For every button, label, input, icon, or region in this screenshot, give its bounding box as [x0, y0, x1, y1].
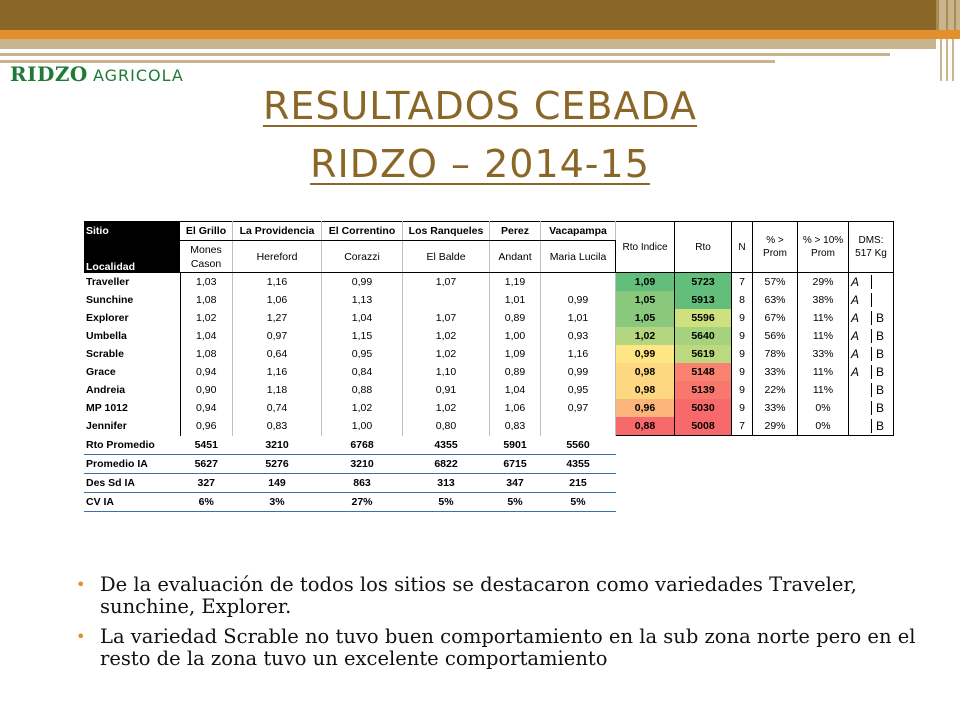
- dms-groups: [849, 309, 894, 327]
- group-b: B: [871, 419, 884, 433]
- orange-band: [0, 30, 960, 39]
- n-value: 9: [732, 327, 753, 345]
- header-localidad-value: Maria Lucila: [541, 241, 616, 273]
- index-value: 0,64: [233, 345, 322, 363]
- banner-stripe: [946, 0, 948, 30]
- pct-prom: 67%: [753, 309, 798, 327]
- summary-value: 313: [403, 473, 490, 492]
- rto-indice: 1,09: [616, 273, 675, 292]
- group-b: B: [871, 365, 884, 379]
- n-value: 9: [732, 345, 753, 363]
- slide-title-line1: [0, 84, 960, 128]
- group-b: B: [871, 311, 884, 325]
- index-value: 0,88: [322, 381, 403, 399]
- rto-value: 5619: [675, 345, 732, 363]
- summary-value: 4355: [541, 454, 616, 473]
- index-value: 1,02: [180, 309, 233, 327]
- index-value: 0,89: [490, 363, 541, 381]
- rto-value: 5148: [675, 363, 732, 381]
- n-value: 9: [732, 399, 753, 417]
- header-metric: % > Prom: [753, 222, 798, 273]
- summary-label: Des Sd IA: [84, 473, 180, 492]
- pct-10-prom: 11%: [798, 381, 849, 399]
- dms-groups: [849, 363, 894, 381]
- group-a: A: [851, 311, 860, 325]
- header-site: Perez: [490, 222, 541, 241]
- summary-row: [84, 436, 894, 455]
- rto-indice: 1,05: [616, 309, 675, 327]
- table-row: [84, 291, 894, 309]
- title-text: RESULTADOS CEBADA: [262, 84, 698, 128]
- index-value: 0,97: [541, 399, 616, 417]
- header-localidad-value: Corazzi: [322, 241, 403, 273]
- banner-stripe: [936, 0, 939, 30]
- index-value: 1,06: [490, 399, 541, 417]
- company-logo: [10, 62, 184, 86]
- group-b: [871, 275, 876, 289]
- group-b: B: [871, 383, 884, 397]
- summary-value: 5560: [541, 436, 616, 455]
- pct-prom: 57%: [753, 273, 798, 292]
- header-metric: Rto: [675, 222, 732, 273]
- index-value: 0,99: [541, 291, 616, 309]
- summary-value: 149: [233, 473, 322, 492]
- index-value: 1,00: [490, 327, 541, 345]
- summary-value: 327: [180, 473, 233, 492]
- slide-title-line2: [0, 142, 960, 186]
- index-value: 1,02: [403, 399, 490, 417]
- variety-name: Umbella: [84, 327, 180, 345]
- summary-label: Promedio IA: [84, 454, 180, 473]
- index-value: [541, 273, 616, 292]
- index-value: 1,13: [322, 291, 403, 309]
- summary-value: 6768: [322, 436, 403, 455]
- header-metric: % > 10% Prom: [798, 222, 849, 273]
- index-value: 1,03: [180, 273, 233, 292]
- index-value: 0,95: [541, 381, 616, 399]
- pct-prom: 56%: [753, 327, 798, 345]
- index-value: 0,83: [490, 417, 541, 436]
- summary-value: 4355: [403, 436, 490, 455]
- index-value: 0,99: [322, 273, 403, 292]
- table-row: [84, 309, 894, 327]
- rto-indice: 0,96: [616, 399, 675, 417]
- summary-row: [84, 492, 894, 511]
- group-b: B: [871, 401, 884, 415]
- index-value: [541, 417, 616, 436]
- rto-indice: 1,05: [616, 291, 675, 309]
- index-value: 0,94: [180, 363, 233, 381]
- index-value: 1,15: [322, 327, 403, 345]
- corner-stripe: [940, 39, 942, 81]
- group-a: A: [851, 365, 860, 379]
- summary-label: CV IA: [84, 492, 180, 511]
- variety-name: Grace: [84, 363, 180, 381]
- table-row: [84, 399, 894, 417]
- rto-indice: 0,98: [616, 363, 675, 381]
- summary-row: [84, 454, 894, 473]
- rto-value: 5640: [675, 327, 732, 345]
- index-value: 0,84: [322, 363, 403, 381]
- index-value: 0,83: [233, 417, 322, 436]
- pct-prom: 29%: [753, 417, 798, 436]
- variety-name: MP 1012: [84, 399, 180, 417]
- variety-name: Traveller: [84, 273, 180, 292]
- index-value: 0,95: [322, 345, 403, 363]
- pct-prom: 33%: [753, 399, 798, 417]
- dms-groups: [849, 273, 894, 292]
- group-b: B: [871, 347, 884, 361]
- summary-value: 27%: [322, 492, 403, 511]
- header-metric: Rto Indice: [616, 222, 675, 273]
- index-value: 1,09: [490, 345, 541, 363]
- table-row: [84, 417, 894, 436]
- summary-value: 6715: [490, 454, 541, 473]
- header-site: El Correntino: [322, 222, 403, 241]
- table-row: [84, 345, 894, 363]
- n-value: 7: [732, 273, 753, 292]
- index-value: 0,74: [233, 399, 322, 417]
- summary-value: 5%: [403, 492, 490, 511]
- logo-brand: RIDZO: [10, 62, 88, 86]
- summary-label: Rto Promedio: [84, 436, 180, 455]
- pct-10-prom: 11%: [798, 309, 849, 327]
- pct-10-prom: 29%: [798, 273, 849, 292]
- index-value: [403, 291, 490, 309]
- index-value: 0,94: [180, 399, 233, 417]
- rto-indice: 0,98: [616, 381, 675, 399]
- summary-value: 3210: [233, 436, 322, 455]
- summary-value: 3%: [233, 492, 322, 511]
- group-a: A: [851, 347, 860, 361]
- index-value: 0,93: [541, 327, 616, 345]
- pct-prom: 78%: [753, 345, 798, 363]
- index-value: 1,02: [322, 399, 403, 417]
- index-value: 1,02: [403, 327, 490, 345]
- summary-value: 863: [322, 473, 403, 492]
- rto-indice: 0,88: [616, 417, 675, 436]
- index-value: 0,89: [490, 309, 541, 327]
- header-site: Los Ranqueles: [403, 222, 490, 241]
- title-text: RIDZO – 2014-15: [310, 142, 650, 186]
- index-value: 1,02: [403, 345, 490, 363]
- pct-10-prom: 0%: [798, 399, 849, 417]
- index-value: 1,00: [322, 417, 403, 436]
- group-a: A: [851, 293, 860, 307]
- corner-stripe: [946, 39, 948, 81]
- dms-groups: [849, 291, 894, 309]
- summary-value: 3210: [322, 454, 403, 473]
- header-sitio: Sitio: [84, 222, 180, 241]
- index-value: 0,99: [541, 363, 616, 381]
- index-value: 1,16: [541, 345, 616, 363]
- summary-value: 5%: [490, 492, 541, 511]
- n-value: 9: [732, 363, 753, 381]
- header-site: Vacapampa: [541, 222, 616, 241]
- bullet-item: • De la evaluación de todos los sitios se destacaron como variedades Traveler, sunchine, Explorer.: [76, 574, 916, 618]
- variety-name: Sunchine: [84, 291, 180, 309]
- dms-groups: [849, 417, 894, 436]
- group-b: [871, 293, 876, 307]
- thin-rule: [0, 53, 890, 56]
- group-b: B: [871, 329, 884, 343]
- summary-value: 6822: [403, 454, 490, 473]
- n-value: 7: [732, 417, 753, 436]
- corner-stripe: [952, 39, 954, 81]
- tan-band: [0, 39, 960, 49]
- header-site: El Grillo: [180, 222, 233, 241]
- header-localidad-value: Andant: [490, 241, 541, 273]
- banner-stripe: [954, 0, 956, 30]
- table-row: [84, 273, 894, 292]
- pct-10-prom: 11%: [798, 327, 849, 345]
- variety-name: Scrable: [84, 345, 180, 363]
- summary-value: 215: [541, 473, 616, 492]
- dms-groups: [849, 399, 894, 417]
- summary-value: 5451: [180, 436, 233, 455]
- variety-name: Andreia: [84, 381, 180, 399]
- rto-value: 5008: [675, 417, 732, 436]
- dms-groups: [849, 327, 894, 345]
- index-value: 1,16: [233, 273, 322, 292]
- rto-indice: 0,99: [616, 345, 675, 363]
- top-banner-right: [936, 0, 960, 30]
- logo-sub: AGRICOLA: [92, 66, 184, 85]
- table-row: [84, 381, 894, 399]
- rto-value: 5723: [675, 273, 732, 292]
- header-metric: DMS: 517 Kg: [849, 222, 894, 273]
- index-value: 1,01: [541, 309, 616, 327]
- n-value: 9: [732, 381, 753, 399]
- pct-prom: 33%: [753, 363, 798, 381]
- index-value: 1,16: [233, 363, 322, 381]
- header-localidad-value: Hereford: [233, 241, 322, 273]
- summary-value: 5%: [541, 492, 616, 511]
- index-value: 1,10: [403, 363, 490, 381]
- index-value: 0,80: [403, 417, 490, 436]
- header-localidad: Localidad: [84, 241, 180, 273]
- index-value: 1,19: [490, 273, 541, 292]
- group-a: A: [851, 275, 860, 289]
- index-value: 0,90: [180, 381, 233, 399]
- variety-name: Explorer: [84, 309, 180, 327]
- index-value: 1,18: [233, 381, 322, 399]
- results-table-image: [84, 221, 894, 512]
- rto-value: 5139: [675, 381, 732, 399]
- header-metric: N: [732, 222, 753, 273]
- results-table: [84, 221, 894, 512]
- index-value: 0,91: [403, 381, 490, 399]
- table-row: [84, 327, 894, 345]
- index-value: 1,01: [490, 291, 541, 309]
- index-value: 1,06: [233, 291, 322, 309]
- bullet-item: • La variedad Scrable no tuvo buen comportamiento en la sub zona norte pero en el resto de la zona tuvo un excelente comportamiento: [76, 626, 916, 670]
- rto-value: 5030: [675, 399, 732, 417]
- index-value: 0,97: [233, 327, 322, 345]
- pct-prom: 22%: [753, 381, 798, 399]
- rto-value: 5596: [675, 309, 732, 327]
- variety-name: Jennifer: [84, 417, 180, 436]
- pct-prom: 63%: [753, 291, 798, 309]
- table-row: [84, 363, 894, 381]
- rto-value: 5913: [675, 291, 732, 309]
- index-value: 1,04: [180, 327, 233, 345]
- index-value: 1,04: [322, 309, 403, 327]
- index-value: 1,08: [180, 345, 233, 363]
- n-value: 8: [732, 291, 753, 309]
- index-value: 1,07: [403, 309, 490, 327]
- group-a: A: [851, 329, 860, 343]
- summary-value: 5627: [180, 454, 233, 473]
- summary-value: 347: [490, 473, 541, 492]
- pct-10-prom: 33%: [798, 345, 849, 363]
- summary-row: [84, 473, 894, 492]
- summary-value: 6%: [180, 492, 233, 511]
- pct-10-prom: 11%: [798, 363, 849, 381]
- rto-indice: 1,02: [616, 327, 675, 345]
- index-value: 1,07: [403, 273, 490, 292]
- top-banner: [0, 0, 936, 30]
- pct-10-prom: 0%: [798, 417, 849, 436]
- index-value: 1,04: [490, 381, 541, 399]
- index-value: 0,96: [180, 417, 233, 436]
- summary-value: 5276: [233, 454, 322, 473]
- n-value: 9: [732, 309, 753, 327]
- dms-groups: [849, 345, 894, 363]
- header-localidad-value: El Balde: [403, 241, 490, 273]
- header-localidad-value: Mones Cason: [180, 241, 233, 273]
- pct-10-prom: 38%: [798, 291, 849, 309]
- bullet-list: [76, 574, 916, 678]
- header-row: [84, 222, 894, 241]
- index-value: 1,27: [233, 309, 322, 327]
- index-value: 1,08: [180, 291, 233, 309]
- header-site: La Providencia: [233, 222, 322, 241]
- summary-value: 5901: [490, 436, 541, 455]
- dms-groups: [849, 381, 894, 399]
